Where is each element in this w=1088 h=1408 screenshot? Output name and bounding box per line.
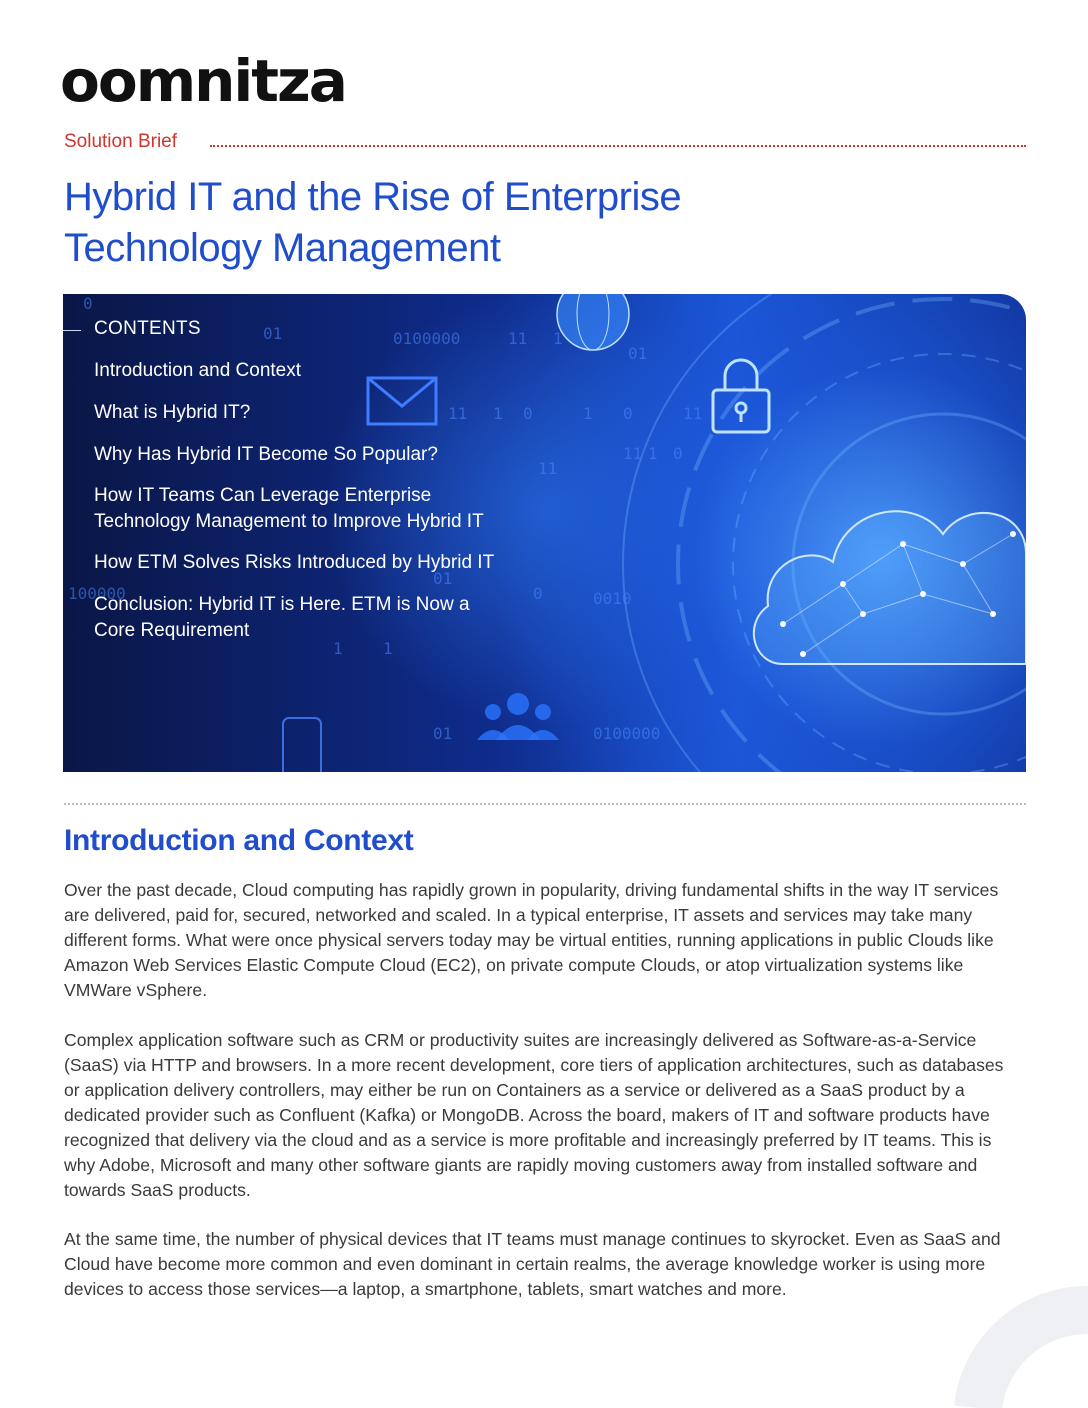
oomnitza-logo: oomnitza [60,47,346,115]
contents-heading: CONTENTS [94,318,201,339]
toc-item-label-continued: Technology Management to Improve Hybrid IT [94,511,484,532]
svg-text:11: 11 [683,404,703,423]
title-line-1: Hybrid IT and the Rise of Enterprise [64,175,682,219]
svg-text:11: 11 [448,404,468,423]
toc-item[interactable] [94,592,564,644]
svg-text:0: 0 [83,294,93,313]
document-type-rule [210,145,1026,147]
svg-text:1: 1 [383,639,393,658]
toc-item-label-continued: Core Requirement [94,620,250,641]
title-line-2: Technology Management [64,226,501,270]
toc-item-label: Conclusion: Hybrid IT is Here. ETM is Now a [94,594,470,615]
svg-text:1: 1 [553,329,563,348]
toc-item-label: How ETM Solves Risks Introduced by Hybrid IT [94,552,495,573]
svg-text:11: 11 [623,444,643,463]
toc-item[interactable] [94,442,564,468]
body-paragraph: At the same time, the number of physical devices that IT teams must manage continues to skyrocket. Even as SaaS and Cloud have become more common and even dominant in certain realms, the average knowledge worker is using more devices to access those services—a laptop, a smartphone, tablets, smart watches and more. [64,1229,1001,1299]
toc-item[interactable] [94,358,564,384]
body-paragraph: Over the past decade, Cloud computing has rapidly grown in popularity, driving fundamental shifts in the way IT services are delivered, paid for, secured, networked and scaled. In a typical enterprise, IT assets and services may take many different forms. What were once physical servers today may be virtual entities, running applications in public Clouds like Amazon Web Services Elastic Compute Cloud (EC2), on private compute Clouds, or atop virtualization systems like VMWare vSphere. [64,880,999,1000]
svg-text:0010: 0010 [593,589,632,608]
svg-text:1: 1 [493,404,503,423]
toc-item-label: Why Has Hybrid IT Become So Popular? [94,444,438,465]
svg-text:0100000: 0100000 [393,329,461,348]
toc-item[interactable] [94,483,564,535]
document-title [64,172,964,274]
svg-text:11: 11 [508,329,528,348]
document-type-label: Solution Brief [64,131,178,152]
svg-text:0100000: 0100000 [593,724,661,743]
svg-text:01: 01 [263,324,283,343]
svg-text:0: 0 [623,404,633,423]
body-paragraph: Complex application software such as CRM or productivity suites are increasingly delivered as Software-as-a-Service (SaaS) via HTTP and browsers. In a more recent development, core tiers of application architectures, such as databases or application delivery controllers, may either be run on Containers as a service or delivered as a SaaS product by a dedicated provider such as Confluent (Kafka) or MongoDB. Across the board, makers of IT and software products have recognized that delivery via the cloud and as a service is more profitable and increasingly preferred by IT teams. This is why Adobe, Microsoft and many other software giants are rapidly moving customers away from installed software and towards SaaS products. [64,1030,1004,1200]
svg-text:1: 1 [333,639,343,658]
toc-item-label: Introduction and Context [94,360,302,381]
svg-text:1: 1 [583,404,593,423]
hero-image-banner [63,294,1026,772]
toc-item[interactable] [94,400,564,426]
svg-text:0: 0 [523,404,533,423]
section-heading: Introduction and Context [64,824,414,857]
section-divider [64,803,1026,805]
svg-text:0: 0 [533,584,543,603]
toc-item-label: How IT Teams Can Leverage Enterprise [94,485,432,506]
toc-item-label: What is Hybrid IT? [94,402,251,423]
svg-text:1: 1 [648,444,658,463]
svg-text:01: 01 [433,724,453,743]
decorative-corner-arc [940,1270,1088,1408]
svg-text:01: 01 [433,569,453,588]
svg-text:0: 0 [673,444,683,463]
svg-text:100000: 100000 [68,584,126,603]
contents-rule [63,330,81,331]
toc-item[interactable] [94,550,564,576]
svg-text:11: 11 [538,459,558,478]
svg-text:01: 01 [628,344,648,363]
table-of-contents [63,294,1026,772]
